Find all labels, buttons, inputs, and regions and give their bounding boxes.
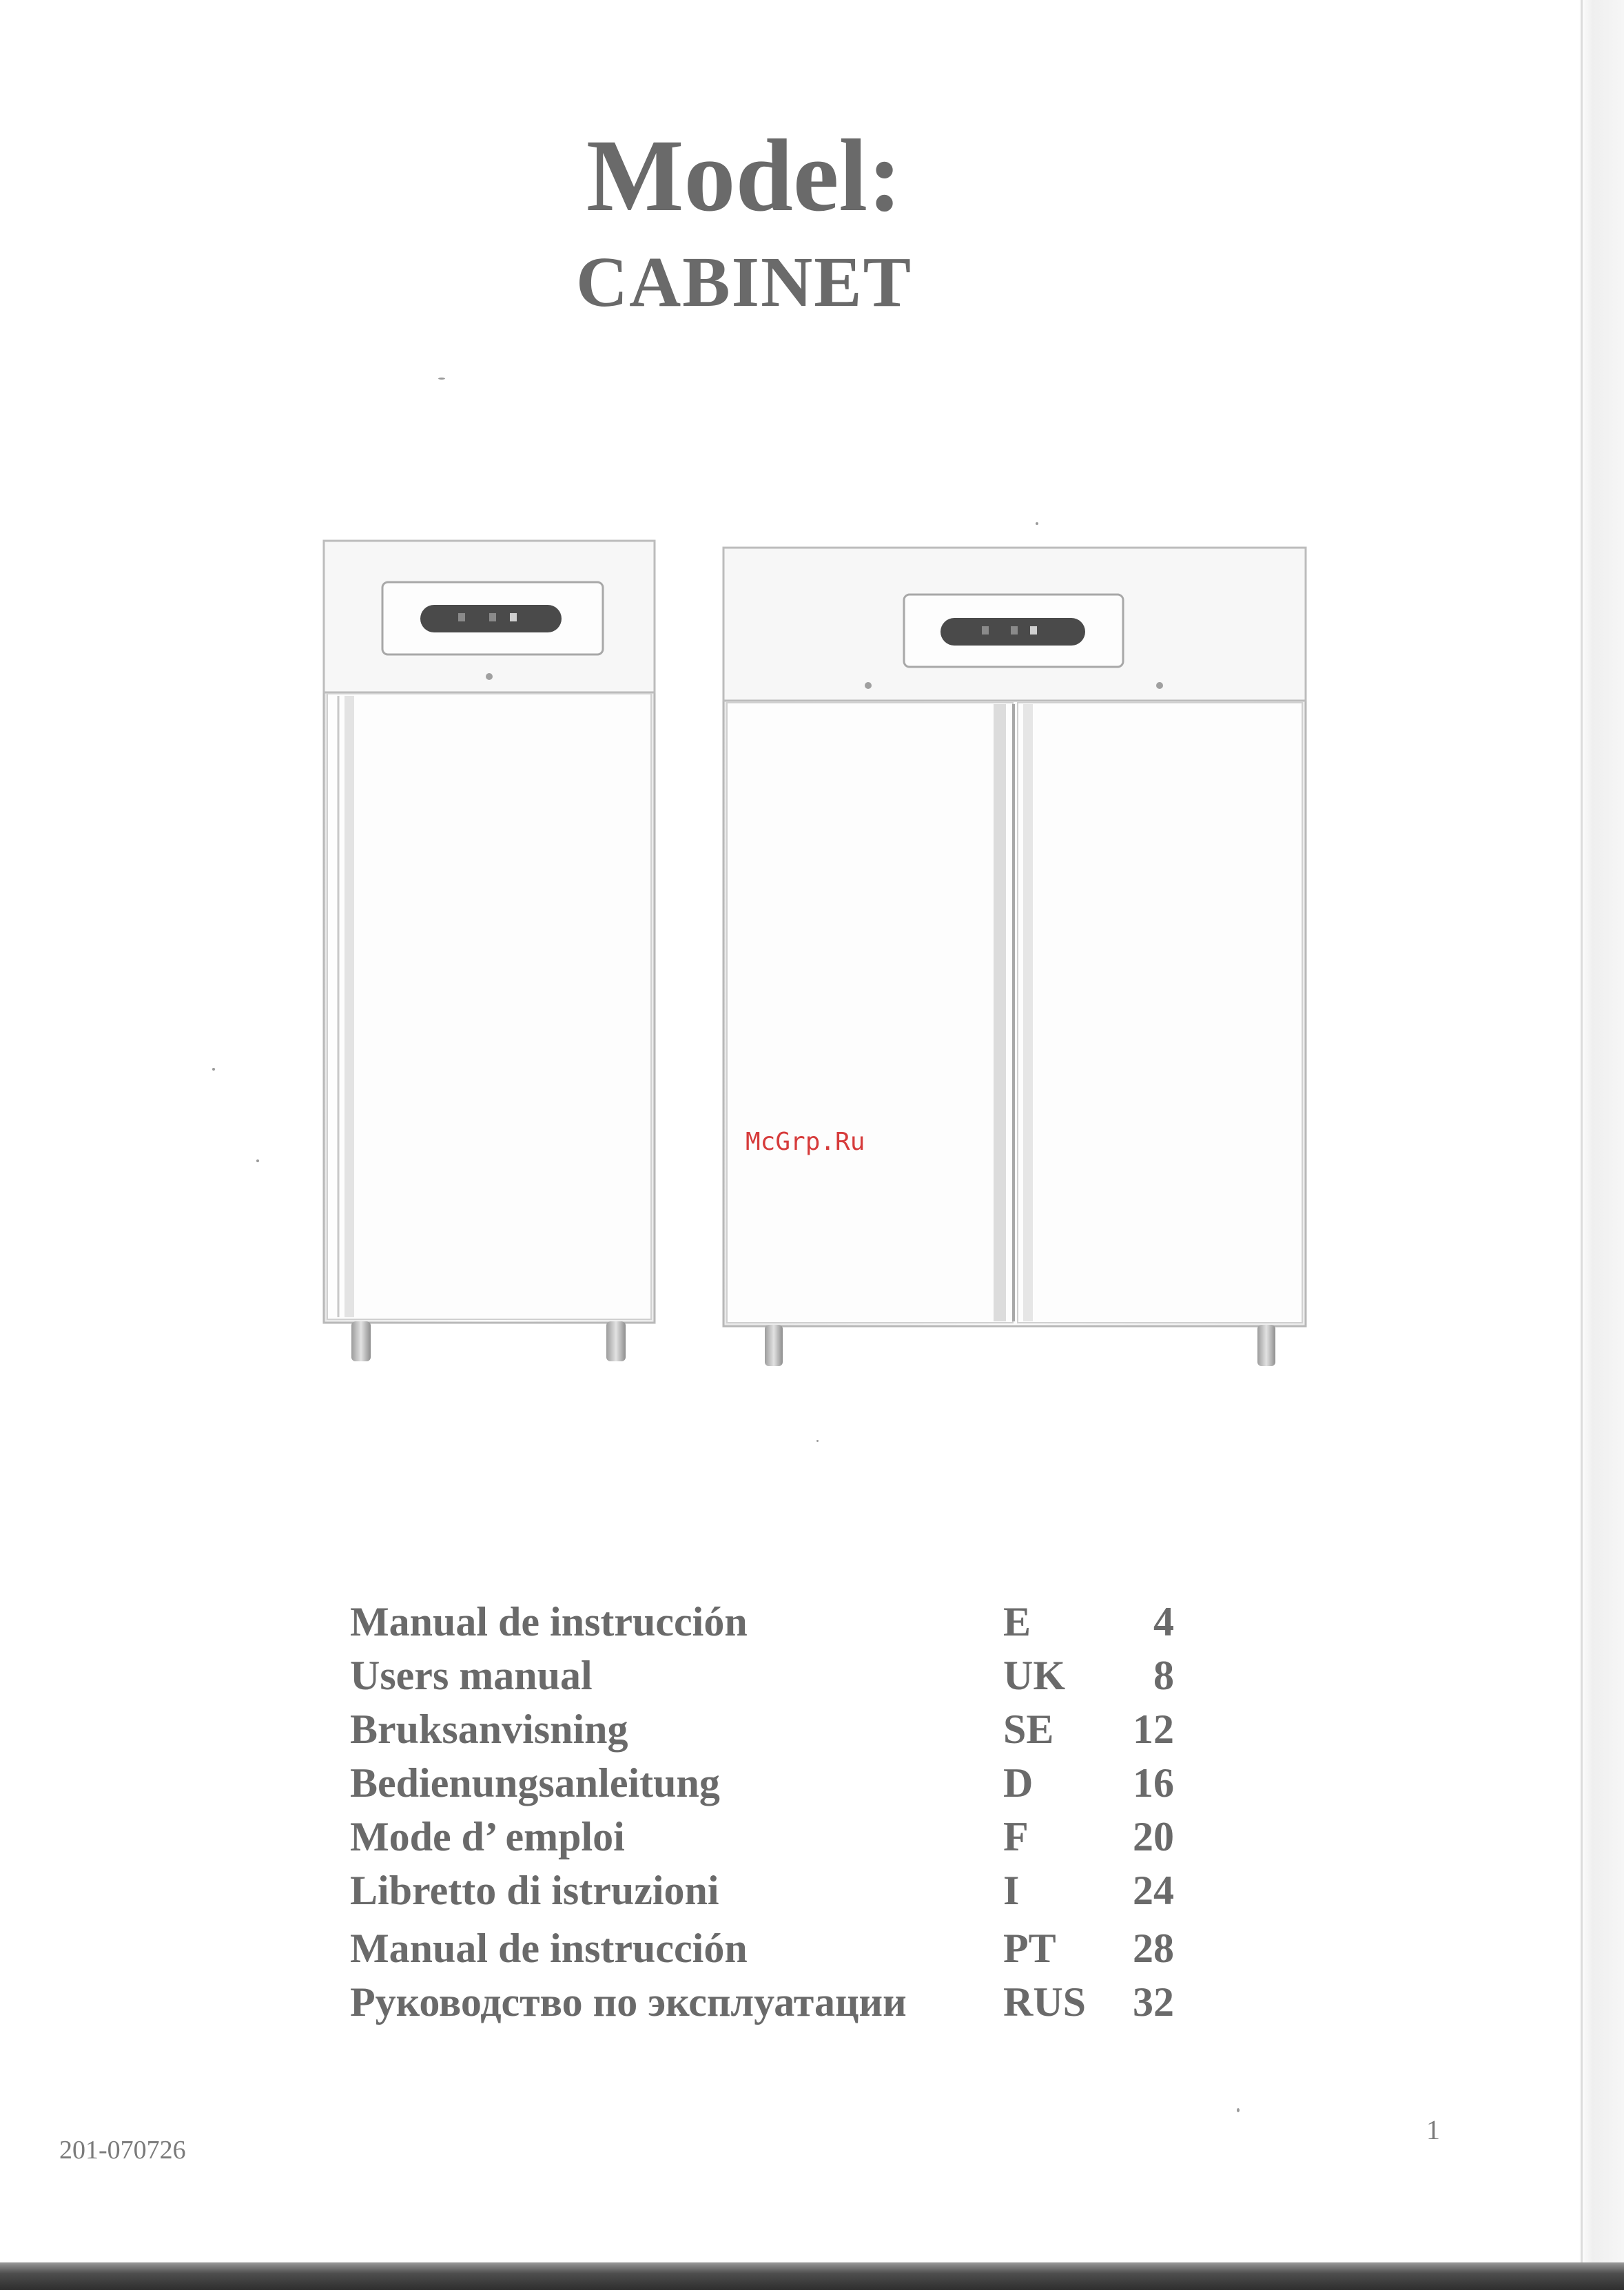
document-number: 201-070726: [59, 2136, 186, 2165]
toc-language-code: RUS: [1003, 1979, 1087, 2025]
toc-row: [350, 1756, 1218, 1810]
scan-speck: [256, 1159, 259, 1162]
toc-language-code: D: [1003, 1760, 1034, 1806]
toc-title: Libretto di istruzioni: [350, 1868, 719, 1913]
toc-title: Manual de instrucción: [350, 1599, 748, 1644]
toc-page-number: 24: [1133, 1868, 1174, 1913]
double-door-cabinet: [723, 548, 1306, 1366]
scan-speck: [212, 1068, 215, 1071]
toc-title: Manual de instrucción: [350, 1926, 748, 1971]
cabinet-heading: CABINET: [576, 243, 912, 322]
toc-title: Руководство по эксплуатации: [350, 1979, 907, 2025]
toc-row: [350, 1921, 1218, 1975]
toc-page-number: 28: [1133, 1926, 1174, 1971]
toc-page-number: 4: [1153, 1599, 1174, 1644]
scan-speck: [438, 378, 445, 380]
page-number: 1: [1426, 2114, 1440, 2145]
cabinet-illustration: [314, 530, 1319, 1385]
toc-language-code: PT: [1003, 1926, 1056, 1971]
scan-speck: [1036, 522, 1038, 525]
toc-row: [350, 1595, 1218, 1649]
toc-row: [350, 1702, 1218, 1756]
model-heading: Model:: [586, 118, 903, 233]
toc-row: [350, 1975, 1218, 2029]
watermark-text: McGrp.Ru: [746, 1128, 865, 1156]
scan-edge-right: [1579, 0, 1624, 2290]
toc-page-number: 20: [1133, 1814, 1174, 1859]
toc-page-number: 32: [1133, 1979, 1174, 2025]
toc-row: [350, 1649, 1218, 1702]
toc-language-code: F: [1003, 1814, 1029, 1859]
toc-page-number: 8: [1153, 1653, 1174, 1698]
language-table-of-contents: [350, 1595, 1218, 2029]
toc-title: Bruksanvisning: [350, 1706, 628, 1752]
toc-row: [350, 1864, 1218, 1917]
scan-speck: [1237, 2108, 1240, 2112]
toc-title: Users manual: [350, 1653, 593, 1698]
toc-page-number: 12: [1133, 1706, 1174, 1752]
toc-page-number: 16: [1133, 1760, 1174, 1806]
scan-edge-line: [1581, 0, 1583, 2273]
scan-speck: [816, 1440, 819, 1442]
toc-title: Bedienungsanleitung: [350, 1760, 720, 1806]
toc-language-code: I: [1003, 1868, 1020, 1913]
toc-language-code: E: [1003, 1599, 1031, 1644]
toc-language-code: SE: [1003, 1706, 1054, 1752]
toc-language-code: UK: [1003, 1653, 1065, 1698]
single-door-cabinet: [324, 541, 655, 1361]
scan-edge-bottom: [0, 2262, 1624, 2290]
toc-row: [350, 1810, 1218, 1864]
toc-title: Mode d’ emploi: [350, 1814, 625, 1859]
